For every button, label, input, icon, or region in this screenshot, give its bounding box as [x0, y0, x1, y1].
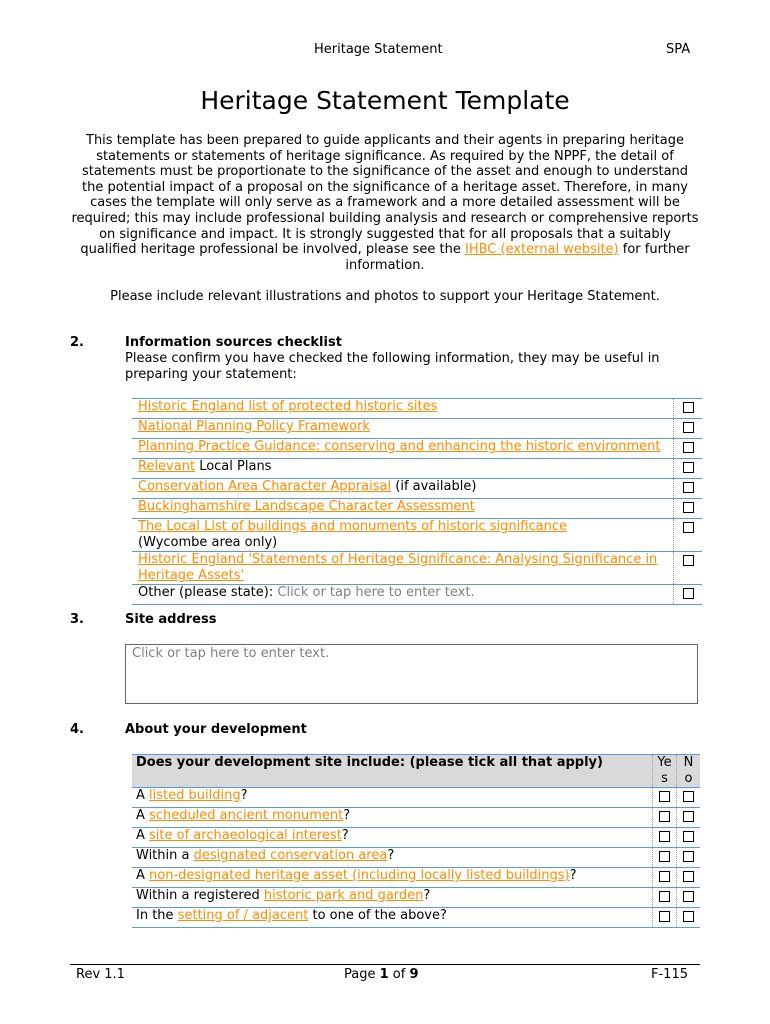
table-row: Within a designated conservation area? — [132, 848, 700, 868]
yes-checkbox[interactable] — [659, 791, 670, 802]
row-link[interactable]: site of archaeological interest — [149, 828, 342, 843]
checklist-link[interactable]: Relevant — [138, 459, 196, 474]
development-table-header — [132, 755, 700, 788]
table-row: Within a registered historic park and garden? — [132, 888, 700, 908]
site-address-field[interactable]: Click or tap here to enter text. — [125, 644, 698, 704]
checkbox[interactable] — [683, 422, 694, 433]
ihbc-link[interactable]: IHBC (external website) — [464, 242, 619, 258]
no-checkbox[interactable] — [683, 871, 694, 882]
checkbox[interactable] — [683, 462, 694, 473]
checkbox[interactable] — [683, 502, 694, 513]
section-3-number: 3. — [70, 612, 84, 627]
checkbox[interactable] — [683, 588, 694, 599]
development-table — [132, 754, 700, 928]
checkbox[interactable] — [683, 402, 694, 413]
checklist-row — [132, 439, 702, 459]
section-2-number: 2. — [70, 335, 84, 350]
checklist-row — [132, 419, 702, 439]
checkbox[interactable] — [683, 442, 694, 453]
checklist-link[interactable]: Historic England list of protected historic sites — [138, 399, 438, 414]
checklist-row: The Local List of buildings and monuments of historic significance (Wycombe area only) — [132, 519, 702, 552]
table-row: A non-designated heritage asset (including locally listed buildings)? — [132, 868, 700, 888]
checkbox[interactable] — [683, 522, 694, 533]
sources-checklist — [132, 398, 702, 605]
table-row: A scheduled ancient monument? — [132, 808, 700, 828]
section-4-title: About your development — [125, 722, 307, 737]
development-question: Does your development site include: (please tick all that apply) — [132, 755, 653, 788]
checklist-row — [132, 499, 702, 519]
header-title: Heritage Statement — [314, 42, 443, 57]
checkbox[interactable] — [683, 555, 694, 566]
section-2-subtitle: Please confirm you have checked the following information, they may be useful in preparing your statement: — [125, 351, 660, 382]
other-text-field[interactable]: Click or tap here to enter text. — [277, 585, 475, 600]
table-row: A site of archaeological interest? — [132, 828, 700, 848]
row-link[interactable]: non-designated heritage asset (including locally listed buildings) — [149, 868, 570, 883]
table-row: In the setting of / adjacent to one of the above? — [132, 908, 700, 928]
illustrations-note: Please include relevant illustrations and photos to support your Heritage Statement. — [110, 289, 660, 304]
checkbox[interactable] — [683, 482, 694, 493]
row-link[interactable]: scheduled ancient monument — [149, 808, 344, 823]
yes-checkbox[interactable] — [659, 831, 670, 842]
checklist-row-other: Other (please state): Click or tap here to enter text. — [132, 585, 702, 605]
form-code: F-115 — [651, 967, 688, 982]
yes-checkbox[interactable] — [659, 851, 670, 862]
page-number: Page 1 of 9 — [344, 967, 419, 982]
revision-label: Rev 1.1 — [76, 967, 125, 982]
no-column-header: N o — [677, 755, 701, 788]
table-row: A listed building? — [132, 788, 700, 808]
no-checkbox[interactable] — [683, 851, 694, 862]
checklist-link[interactable]: The Local List of buildings and monuments of historic significance — [138, 519, 567, 534]
checklist-row: Relevant Local Plans — [132, 459, 702, 479]
section-4-number: 4. — [70, 722, 84, 737]
yes-checkbox[interactable] — [659, 911, 670, 922]
section-2-title: Information sources checklist — [125, 335, 342, 350]
row-link[interactable]: listed building — [149, 788, 241, 803]
intro-paragraph: This template has been prepared to guide applicants and their agents in preparing heritage statements or statements of heritage significance. As required by the NPPF, the detail of statements must be proportionate to the significance of the asset and enough to understand the potential impact of a proposal on the significance of a heritage asset. Therefore, in many cases the template will only serve as a framework and a more detailed assessment will be required; this may include professional building analysis and research or comprehensive reports on significance and impact. It is strongly suggested that for all proposals that a suitably qualified heritage professional be involved, please see the IHBC (external website) for further information. — [71, 133, 699, 273]
checklist-link[interactable]: Historic England 'Statements of Heritage Significance: Analysing Significance in Heritage Assets' — [138, 552, 658, 583]
yes-checkbox[interactable] — [659, 891, 670, 902]
no-checkbox[interactable] — [683, 911, 694, 922]
row-link[interactable]: designated conservation area — [193, 848, 388, 863]
no-checkbox[interactable] — [683, 891, 694, 902]
yes-column-header: Ye s — [653, 755, 677, 788]
row-link[interactable]: historic park and garden — [263, 888, 424, 903]
no-checkbox[interactable] — [683, 791, 694, 802]
checklist-row: Conservation Area Character Appraisal (if available) — [132, 479, 702, 499]
checklist-link[interactable]: Conservation Area Character Appraisal — [138, 479, 392, 494]
yes-checkbox[interactable] — [659, 871, 670, 882]
checklist-link[interactable]: Planning Practice Guidance: conserving and enhancing the historic environment — [138, 439, 661, 454]
checklist-link[interactable]: National Planning Policy Framework — [138, 419, 370, 434]
page-footer — [70, 964, 700, 982]
checklist-row — [132, 399, 702, 419]
checklist-row — [132, 552, 702, 585]
row-link[interactable]: setting of / adjacent — [177, 908, 309, 923]
page-title: Heritage Statement Template — [200, 86, 570, 115]
no-checkbox[interactable] — [683, 811, 694, 822]
section-3-title: Site address — [125, 612, 217, 627]
checklist-link[interactable]: Buckinghamshire Landscape Character Assessment — [138, 499, 475, 514]
no-checkbox[interactable] — [683, 831, 694, 842]
yes-checkbox[interactable] — [659, 811, 670, 822]
header-code: SPA — [666, 42, 691, 57]
